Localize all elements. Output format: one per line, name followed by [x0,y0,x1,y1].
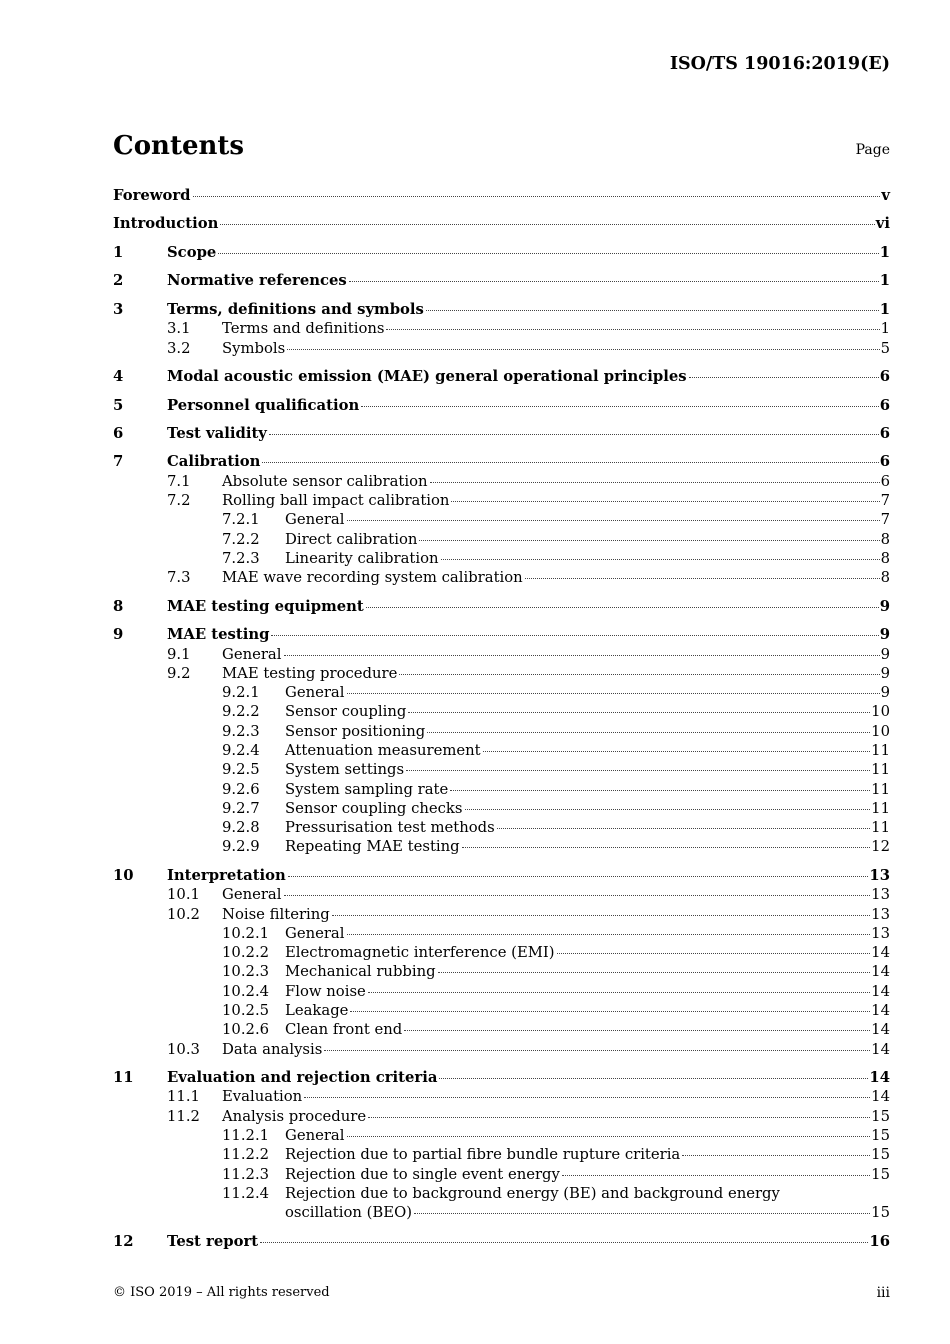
dot-leader [562,1175,870,1176]
toc-entry-page: 10 [871,703,890,721]
toc-entry-number: 11.2.2 [222,1146,270,1164]
toc-entry-title-line [222,885,890,904]
toc-entry-page: vi [875,215,890,233]
toc-entry[interactable] [113,1126,890,1145]
toc-entry-number: 7.2.1 [222,511,260,529]
toc-entry-page: 11 [871,742,890,759]
toc-entry[interactable] [113,243,890,262]
toc-entry[interactable] [113,722,890,741]
toc-entry-number: 11.2.3 [222,1165,270,1183]
toc-entry-page: 5 [880,339,890,357]
toc-entry[interactable] [113,1001,890,1020]
table-of-contents [113,186,890,1251]
toc-entry-title-line [285,722,890,741]
toc-entry-title: System sampling rate [285,780,449,798]
toc-entry-page: 12 [871,838,890,856]
toc-entry-number: 7.1 [167,472,191,490]
toc-entry-page: 7 [880,492,890,510]
dot-leader [349,281,879,282]
dot-leader [682,1155,870,1156]
toc-entry[interactable] [113,1087,890,1106]
toc-entry-title: Mechanical rubbing [285,963,436,981]
toc-entry-page: 8 [880,530,890,548]
toc-entry-number: 10.2.5 [222,1002,270,1020]
toc-entry[interactable] [113,424,890,443]
toc-entry-title-line [285,780,890,799]
toc-entry-page: 14 [871,1002,890,1020]
toc-entry-title-line [222,645,890,664]
toc-entry-title: General [222,645,282,663]
toc-entry-page: 15 [871,1127,890,1145]
toc-entry-title-line [285,962,890,981]
toc-entry-page: 1 [879,300,890,318]
toc-entry-number: 9.1 [167,645,191,663]
toc-entry-number: 7.3 [167,569,191,587]
toc-entry-page: 14 [871,1040,890,1058]
toc-entry-title-line [167,597,890,616]
toc-entry-number: 11.2 [167,1107,200,1125]
toc-entry-title: General [222,886,282,904]
toc-entry[interactable] [113,924,890,943]
toc-entry-title: Terms, definitions and symbols [167,300,424,318]
toc-entry-title-line [285,741,890,760]
toc-entry-number: 7.2 [167,492,191,510]
toc-entry-number: 11.2.1 [222,1127,270,1145]
dot-leader [406,770,870,771]
dot-leader [350,1011,870,1012]
dot-leader [269,434,879,435]
toc-entry-number: 9.2.8 [222,819,260,837]
toc-entry-title: Normative references [167,272,347,290]
dot-leader [426,310,879,311]
dot-leader [284,895,871,896]
toc-entry-page: 14 [869,1069,890,1087]
page-column-label: Page [855,142,890,158]
toc-entry-title-line [113,186,890,205]
toc-entry-title: General [285,924,345,942]
toc-entry[interactable] [113,367,890,386]
toc-entry-number: 10 [113,866,134,884]
toc-entry-number: 10.2.2 [222,944,270,962]
toc-entry-title-line [167,866,890,885]
toc-entry[interactable] [113,339,890,358]
dot-leader [284,655,880,656]
toc-entry-title-line [222,1087,890,1106]
toc-entry-title: Symbols [222,339,286,357]
dot-leader [408,712,870,713]
toc-entry-number: 6 [113,424,124,442]
toc-entry-number: 10.2.6 [222,1021,270,1039]
toc-entry-title-line [285,982,890,1001]
toc-entry-title: Scope [167,243,217,261]
dot-leader [404,1030,870,1031]
toc-entry-title-line [285,530,890,549]
toc-entry-page: 14 [871,982,890,1000]
toc-entry-title: Foreword [113,187,191,204]
toc-entry-number: 7 [113,453,124,471]
toc-entry-number: 9.2.4 [222,742,260,759]
toc-entry-title-line [285,760,890,779]
toc-entry-page: 16 [869,1232,890,1250]
toc-entry-title: MAE testing equipment [167,597,364,615]
toc-entry[interactable] [113,300,890,319]
dot-leader [689,377,879,378]
toc-entry-number: 11 [113,1069,134,1087]
toc-entry-title: Data analysis [222,1040,323,1058]
dot-leader [347,1136,871,1137]
page-title: Contents [113,131,245,161]
toc-entry-number: 10.2 [167,905,200,923]
toc-entry-title: Rejection due to single event energy [285,1165,560,1183]
toc-entry-number: 9.2.5 [222,761,260,779]
document-id-header: ISO/TS 19016:2019(E) [669,54,890,74]
toc-entry[interactable] [113,683,890,702]
toc-entry-page: 13 [871,886,890,904]
toc-entry[interactable] [113,530,890,549]
toc-entry-title: MAE testing procedure [222,664,398,682]
dot-leader [430,482,880,483]
toc-entry-number: 7.2.2 [222,530,260,548]
dot-leader [438,972,871,973]
toc-entry[interactable] [113,510,890,529]
toc-entry-title-line [167,396,890,415]
toc-entry-title: Terms and definitions [222,320,385,338]
dot-leader [399,674,879,675]
toc-entry-title: Rolling ball impact calibration [222,492,450,510]
dot-leader [361,406,878,407]
toc-entry-title-line [285,1165,890,1184]
toc-entry-title: Evaluation and rejection criteria [167,1069,438,1087]
toc-entry-number: 10.1 [167,886,200,904]
dot-leader [427,732,870,733]
toc-entry[interactable] [113,271,890,290]
toc-entry-title-line [167,243,890,262]
toc-entry[interactable] [113,702,890,721]
toc-entry-page: 6 [879,453,890,471]
dot-leader [368,992,870,993]
toc-entry-number: 12 [113,1232,134,1250]
toc-entry-title-line [167,424,890,443]
toc-entry[interactable] [113,780,890,799]
toc-entry-number: 2 [113,272,124,290]
toc-entry-number: 10.2.1 [222,924,270,942]
dot-leader [262,462,878,463]
dot-leader [386,329,879,330]
toc-entry-number: 9.2.7 [222,799,260,817]
toc-entry-title-line [285,837,890,856]
toc-entry-title: Sensor coupling checks [285,799,463,817]
dot-leader [347,520,880,521]
toc-entry-title-line [167,625,890,644]
toc-entry-title: Test report [167,1232,259,1250]
toc-entry-page: 9 [879,626,890,644]
toc-entry-page: 9 [880,645,890,663]
toc-entry-title: Linearity calibration [285,549,439,567]
toc-entry-page: 15 [871,1165,890,1183]
dot-leader [218,253,878,254]
toc-entry[interactable] [113,186,890,205]
toc-entry-number: 5 [113,396,124,414]
toc-entry-title: General [285,1127,345,1145]
toc-entry-title: Rejection due to background energy (BE) and background energy [285,1184,780,1202]
toc-entry-page: 11 [871,819,890,837]
toc-entry-page: v [881,187,890,204]
toc-entry-title: MAE wave recording system calibration [222,569,523,587]
toc-entry[interactable] [113,396,890,415]
toc-entry-title-line [222,568,890,587]
toc-entry-title: MAE testing [167,626,270,644]
dot-leader [260,1242,868,1243]
toc-entry[interactable] [113,818,890,837]
toc-entry[interactable] [113,625,890,644]
dot-leader [497,828,870,829]
toc-entry-page: 15 [871,1204,890,1222]
dot-leader [332,915,870,916]
toc-entry[interactable] [113,799,890,818]
toc-entry-page: 14 [871,963,890,981]
toc-entry-page: 13 [871,905,890,923]
toc-entry[interactable] [113,214,890,233]
toc-entry-title: Sensor positioning [285,722,426,740]
toc-entry-number: 9 [113,626,124,644]
dot-leader [193,196,881,197]
toc-entry-number: 10.2.3 [222,963,270,981]
toc-entry-page: 14 [871,1021,890,1039]
dot-leader [441,559,880,560]
dot-leader [462,847,871,848]
toc-entry-number: 3.1 [167,320,191,338]
toc-entry-page: 9 [880,684,890,702]
toc-entry[interactable] [113,1107,890,1126]
toc-entry[interactable] [113,472,890,491]
toc-entry[interactable] [113,1068,890,1087]
toc-entry-title: Absolute sensor calibration [222,472,428,490]
toc-entry[interactable] [113,319,890,338]
toc-entry[interactable] [113,1165,890,1184]
toc-entry-title-line [222,319,890,338]
dot-leader [483,751,871,752]
toc-entry[interactable] [113,982,890,1001]
dot-leader [439,1078,868,1079]
toc-entry-title: Calibration [167,453,261,471]
toc-entry-title-line [113,214,890,233]
toc-entry-title: Pressurisation test methods [285,819,495,837]
toc-entry-number: 9.2.6 [222,780,260,798]
toc-entry-title-line [167,1232,890,1251]
toc-entry-page: 14 [871,1088,890,1106]
toc-entry-title-line [285,924,890,943]
toc-entry-number: 11.1 [167,1088,200,1106]
toc-entry[interactable] [113,491,890,510]
toc-entry-number: 10.3 [167,1040,200,1058]
toc-entry[interactable] [113,549,890,568]
toc-entry-title-line [285,510,890,529]
toc-entry-title: Flow noise [285,982,366,1000]
toc-entry-title: Modal acoustic emission (MAE) general operational principles [167,368,687,386]
toc-entry-number: 7.2.3 [222,549,260,567]
toc-entry-title: Rejection due to partial fibre bundle rupture criteria [285,1146,681,1164]
toc-entry-title-line [222,339,890,358]
toc-entry-title-line [285,549,890,568]
toc-entry[interactable] [113,1184,890,1223]
toc-entry-number: 4 [113,368,124,386]
toc-entry-title-line [167,452,890,471]
toc-entry-number: 3.2 [167,339,191,357]
toc-entry[interactable] [113,741,890,760]
toc-entry-title-line [285,1020,890,1039]
toc-entry-title-line [285,683,890,702]
dot-leader [271,635,878,636]
toc-entry-title: Clean front end [285,1021,403,1039]
toc-entry-page: 6 [879,424,890,442]
toc-entry-title-line [285,1001,890,1020]
toc-entry-title: Personnel qualification [167,396,360,414]
toc-entry-title-line [285,1126,890,1145]
dot-leader [288,876,869,877]
dot-leader [557,953,871,954]
toc-entry-title-continuation-line [285,1203,890,1222]
toc-entry-title-line [285,818,890,837]
toc-entry[interactable] [113,962,890,981]
dot-leader [419,540,879,541]
toc-entry-title-line [222,491,890,510]
toc-entry-page: 6 [880,472,890,490]
toc-entry-page: 6 [879,396,890,414]
toc-entry-page: 9 [880,664,890,682]
toc-entry-title: Direct calibration [285,530,418,548]
toc-entry[interactable] [113,885,890,904]
toc-entry[interactable] [113,568,890,587]
toc-entry-title-continuation: oscillation (BEO) [285,1204,412,1222]
dot-leader [220,224,874,225]
toc-entry-title-line [167,367,890,386]
toc-entry[interactable] [113,905,890,924]
toc-entry-page: 14 [871,944,890,962]
toc-entry-page: 13 [871,924,890,942]
toc-entry-number: 10.2.4 [222,982,270,1000]
toc-entry-page: 11 [871,780,890,798]
dot-leader [368,1117,870,1118]
toc-entry-title: Sensor coupling [285,703,407,721]
toc-entry-title-line [285,1184,890,1223]
page-number: iii [876,1285,890,1301]
dot-leader [451,501,879,502]
toc-entry-title: Evaluation [222,1088,303,1106]
toc-entry-title-line [285,799,890,818]
dot-leader [414,1213,870,1214]
toc-entry-title: Noise filtering [222,905,330,923]
toc-entry-number: 9.2.9 [222,838,260,856]
toc-entry-title-line [222,905,890,924]
toc-entry-number: 1 [113,243,124,261]
toc-entry-title-line [222,1107,890,1126]
toc-entry-number: 8 [113,597,124,615]
toc-entry-title: Analysis procedure [222,1107,367,1125]
toc-entry[interactable] [113,645,890,664]
toc-entry-page: 1 [880,320,890,338]
toc-entry-title: General [285,684,345,702]
toc-entry-title-line [222,664,890,683]
toc-entry[interactable] [113,664,890,683]
dot-leader [304,1097,870,1098]
toc-entry-page: 8 [880,549,890,567]
toc-entry-title-line [222,1040,890,1059]
toc-entry-title: Repeating MAE testing [285,838,460,856]
toc-entry-title: Electromagnetic interference (EMI) [285,944,555,962]
toc-entry[interactable] [113,943,890,962]
toc-entry[interactable] [113,597,890,616]
toc-entry-title: Interpretation [167,866,286,884]
toc-entry-page: 15 [871,1146,890,1164]
toc-entry-page: 8 [880,569,890,587]
toc-entry-page: 11 [871,761,890,779]
dot-leader [450,790,870,791]
toc-entry-title: General [285,511,345,529]
toc-entry-title: Leakage [285,1002,349,1020]
toc-entry[interactable] [113,1145,890,1164]
toc-entry-title: Test validity [167,424,267,442]
toc-entry-page: 10 [871,722,890,740]
toc-entry-number: 11.2.4 [222,1184,270,1202]
toc-entry-number: 9.2.1 [222,684,260,702]
toc-entry-title-line [285,1145,890,1164]
toc-entry[interactable] [113,1040,890,1059]
toc-entry-page: 7 [880,511,890,529]
toc-entry[interactable] [113,452,890,471]
toc-entry-title: System settings [285,761,405,779]
toc-entry-title: Attenuation measurement [285,742,481,759]
toc-entry[interactable] [113,760,890,779]
toc-entry-page: 11 [871,799,890,817]
toc-entry-page: 1 [879,243,890,261]
toc-entry[interactable] [113,866,890,885]
toc-entry[interactable] [113,837,890,856]
toc-entry-title-line [167,271,890,290]
dot-leader [324,1050,870,1051]
toc-entry-page: 1 [879,272,890,290]
dot-leader [465,809,871,810]
toc-entry-title-line [285,943,890,962]
dot-leader [347,934,871,935]
toc-entry-number: 3 [113,300,124,318]
toc-entry[interactable] [113,1020,890,1039]
toc-entry-page: 15 [871,1107,890,1125]
dot-leader [366,607,879,608]
toc-entry-title-line [167,1068,890,1087]
dot-leader [347,693,880,694]
toc-entry-page: 6 [879,368,890,386]
toc-entry-number: 9.2.2 [222,703,260,721]
toc-entry-title-line [285,702,890,721]
toc-entry[interactable] [113,1232,890,1251]
copyright-footer: © ISO 2019 – All rights reserved [113,1285,330,1300]
toc-entry-title: Introduction [113,215,219,233]
dot-leader [525,578,880,579]
dot-leader [287,349,879,350]
toc-entry-number: 9.2.3 [222,722,260,740]
toc-entry-title-line [222,472,890,491]
toc-entry-title-line [167,300,890,319]
toc-entry-page: 13 [869,866,890,884]
toc-entry-number: 9.2 [167,664,191,682]
toc-entry-page: 9 [879,597,890,615]
